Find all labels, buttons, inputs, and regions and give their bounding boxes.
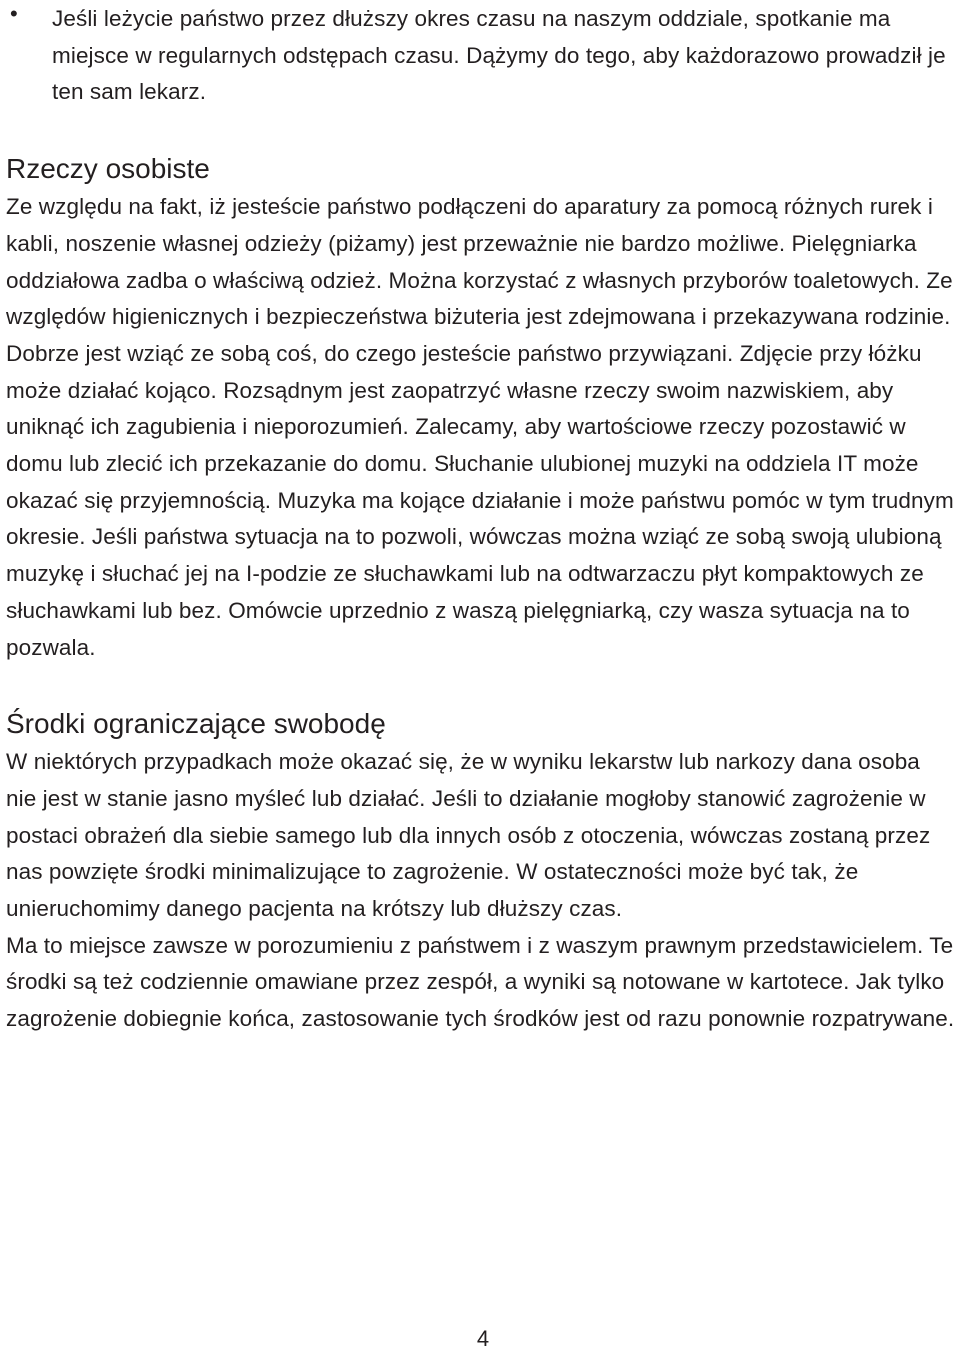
restraints-paragraph-1: W niektórych przypadkach może okazać się, że w wyniku lekarstw lub narkozy dana osoba nie jest w stanie jasno myśleć lub działać. Jeśli to działanie mogłoby stanowić zagrożenie w postaci obrażeń dla siebie samego lub dla innych osób z otoczenia, wówczas zostaną przez nas powzięte środki minimalizujące to zagrożenie. W ostateczności może być tak, że unieruchomimy danego pacjenta na krótszy lub dłuższy czas. — [6, 749, 931, 922]
page-number: 4 — [476, 1326, 490, 1351]
restraints-paragraph-2: Ma to miejsce zawsze w porozumieniu z państwem i z waszym prawnym przedstawicielem. Te środki są też codziennie omawiane przez zespół, a wyniki są notowane w kartotece. Jak tylko zagrożenie dobiegnie końca, zastosowanie tych środków jest od razu ponownie rozpatrywane. — [6, 932, 955, 1032]
document-page — [6, 0, 956, 1038]
personal-items-paragraph: Ze względu na fakt, iż jesteście państwo podłączeni do aparatury za pomocą różnych rurek i kabli, noszenie własnej odzieży (piżamy) jest przeważnie nie bardzo możliwe. Pielęgniarka oddziałowa zadba o właściwą odzież. Można korzystać z własnych przyborów toaletowych. Ze względów higienicznych i bezpieczeństwa biżuteria jest zdejmowana i przekazywana rodzinie. Dobrze jest wziąć ze sobą coś, do czego jesteście państwo przywiązani. Zdjęcie przy łóżku może działać kojąco. Rozsądnym jest zaopatrzyć własne rzeczy swoim nazwiskiem, aby uniknąć ich zagubienia i nieporozumień. Zalecamy, aby wartościowe rzeczy pozostawić w domu lub zlecić ich przekazanie do domu. Słuchanie ulubionej muzyki na oddziela IT może okazać się przyjemnością. Muzyka ma kojące działanie i może państwu pomóc w tym trudnym okresie. Jeśli państwa sytuacja na to pozwoli, wówczas można wziąć ze sobą swoją ulubioną muzykę i słuchać jej na I-podzie ze słuchawkami lub na odtwarzaczu płyt kompaktowych ze słuchawkami lub bez. Omówcie uprzednio z waszą pielęgniarką, czy wasza sytuacja na to pozwala. — [6, 194, 954, 660]
bullet-paragraph-text: Jeśli leżycie państwo przez dłuższy okres czasu na naszym oddziale, spotkanie ma miejsce w regularnych odstępach czasu. Dążymy do tego, aby każdorazowo prowadził je ten sam lekarz. — [52, 6, 946, 105]
section-heading-restraints: Środki ograniczające swobodę — [6, 708, 386, 740]
section-heading-personal-items: Rzeczy osobiste — [6, 153, 210, 185]
bullet-icon: • — [10, 1, 18, 26]
bullet-list-item — [6, 1, 956, 111]
